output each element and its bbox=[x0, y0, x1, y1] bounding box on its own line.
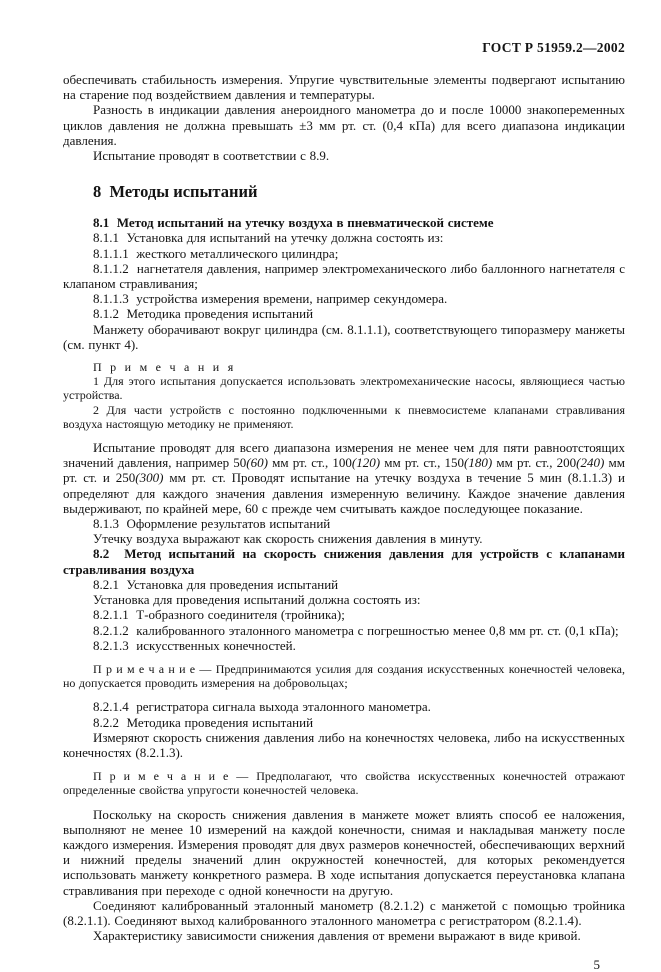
block-p bbox=[63, 730, 625, 760]
text-run: Испытание проводят для всего диапазона измерения не менее чем для пяти равноотстоящих значений давления, например 50 bbox=[63, 440, 625, 471]
block-p bbox=[63, 230, 625, 245]
text-run-italic: (180) bbox=[464, 455, 493, 471]
text-run: мм рт. ст., 150 bbox=[380, 455, 465, 471]
text-run: 8.1.2 Методика проведения испытаний bbox=[93, 306, 314, 322]
text-run: Измеряют скорость снижения давления либо на конечностях человека, либо на искусственных конечностях (8.2.1.3). bbox=[63, 729, 625, 760]
text-run-italic: (60) bbox=[246, 455, 268, 471]
text-run: 8.2.1.1 Т-образного соединителя (тройника); bbox=[93, 607, 345, 623]
text-run-italic: (300) bbox=[135, 470, 164, 486]
block-p bbox=[63, 261, 625, 291]
block-p bbox=[63, 623, 625, 638]
text-run: 8.1.3 Оформление результатов испытаний bbox=[93, 516, 331, 532]
text-run: мм рт. ст. и 250 bbox=[63, 455, 625, 486]
block-note-label bbox=[63, 360, 625, 374]
block-p bbox=[63, 715, 625, 730]
block-h2 bbox=[63, 546, 625, 576]
document-blocks bbox=[63, 72, 625, 943]
block-p bbox=[63, 898, 625, 928]
text-run: 1 Для этого испытания допускается использовать электромеханические насосы, являющиеся частью устройства. bbox=[63, 374, 625, 403]
text-run: 8.2.2 Методика проведения испытаний bbox=[93, 714, 314, 730]
block-p bbox=[63, 928, 625, 943]
block-note bbox=[63, 403, 625, 431]
text-run-italic: (120) bbox=[351, 455, 381, 471]
text-run: мм рт. ст., 100 bbox=[267, 455, 352, 471]
text-run: Утечку воздуха выражают как скорость снижения давления в минуту. bbox=[93, 531, 483, 547]
text-run: Испытание проводят в соответствии с 8.9. bbox=[93, 148, 330, 164]
text-run: Характеристику зависимости снижения давления от времени выражают в виде кривой. bbox=[93, 928, 581, 944]
block-p bbox=[63, 531, 625, 546]
text-run: П р и м е ч а н и я bbox=[93, 360, 236, 375]
text-run: Установка для проведения испытаний должна состоять из: bbox=[93, 592, 421, 608]
text-run: 8.1.1 Установка для испытаний на утечку должна состоять из: bbox=[93, 230, 444, 246]
text-run: обеспечивать стабильность измерения. Упругие чувствительные элементы подвергают испытанию на старение под воздействием давления и температуры. bbox=[63, 72, 625, 103]
text-run: П р и м е ч а н и е — Предпринимаются усилия для создания искусственных конечностей человека, но допускается проводить измерения на добровольцах; bbox=[63, 661, 625, 691]
block-p bbox=[63, 516, 625, 531]
text-run: Соединяют калиброванный эталонный манометр (8.2.1.2) с манжетой с помощью тройника (8.2.1.1). Соединяют выход калиброванного эталонного манометра с регистратором (8.2.1.4). bbox=[63, 897, 625, 928]
document-header-standard-number: ГОСТ Р 51959.2—2002 bbox=[482, 40, 625, 55]
block-note bbox=[63, 374, 625, 402]
text-run: Поскольку на скорость снижения давления в манжете может влиять способ ее наложения, выполняют не менее 10 измерений на каждой конечности, снимая и накладывая манжету после каждого измерения. Измерения проводят для двух размеров конечностей, обеспечивающих верхний и нижний пределы значений длин окружностей конечностей, для которых рекомендуется использовать манжету конкретного размера. В ходе испытания допускается переустановка клапана стравливания при переходе с одной конечности на другую. bbox=[63, 806, 625, 898]
text-run: 8.1 Метод испытаний на утечку воздуха в пневматической системе bbox=[93, 215, 494, 231]
text-run: П р и м е ч а н и е — Предполагают, что свойства искусственных конечностей отражают определенные свойства упругости конечностей человека. bbox=[63, 769, 625, 798]
block-p bbox=[63, 699, 625, 714]
text-run: Разность в индикации давления анероидного манометра до и после 10000 знакопеременных циклов давления не должна превышать ±3 мм рт. ст. (0,4 кПа) для всего диапазона индикации давления. bbox=[63, 102, 625, 148]
text-run: 2 Для части устройств с постоянно подключенными к пневмосистеме клапанами стравливания воздуха настоящую методику не применяют. bbox=[63, 402, 625, 431]
text-run: 8.1.1.1 жесткого металлического цилиндра; bbox=[93, 245, 339, 261]
block-note bbox=[63, 769, 625, 797]
text-run: 8.1.1.3 устройства измерения времени, например секундомера. bbox=[93, 291, 448, 307]
text-run: 8.2.1.3 искусственных конечностей. bbox=[93, 637, 296, 653]
text-run: 8 Методы испытаний bbox=[93, 182, 258, 202]
block-p bbox=[63, 577, 625, 592]
text-run-italic: (240) bbox=[576, 455, 605, 471]
text-run: мм рт. ст. Проводят испытание на утечку воздуха в течение 5 мин (8.1.1.3) и определяют для каждого значения давления измеренную величину. Каждое значение давления выдерживают, по крайней мере, 60 с прежде чем считывать каждое последующее показание. bbox=[63, 470, 625, 516]
block-h2 bbox=[63, 215, 625, 230]
block-p bbox=[63, 306, 625, 321]
block-p bbox=[63, 148, 625, 163]
text-run: 8.2.1.4 регистратора сигнала выхода эталонного манометра. bbox=[93, 699, 431, 715]
block-note bbox=[63, 662, 625, 690]
text-run: мм рт. ст., 200 bbox=[492, 455, 577, 471]
text-run: 8.2 Метод испытаний на скорость снижения давления для устройств с клапанами стравливания воздуха bbox=[63, 546, 625, 577]
block-p bbox=[63, 440, 625, 516]
block-p bbox=[63, 102, 625, 148]
text-run: 8.2.1 Установка для проведения испытаний bbox=[93, 576, 339, 592]
block-p bbox=[63, 72, 625, 102]
block-p bbox=[63, 638, 625, 653]
text-run: 8.2.1.2 калиброванного эталонного манометра с погрешностью менее 0,8 мм рт. ст. (0,1 кПа); bbox=[93, 622, 619, 638]
page-number: 5 bbox=[593, 957, 600, 972]
block-p bbox=[63, 246, 625, 261]
block-h1 bbox=[63, 182, 625, 202]
block-p bbox=[63, 592, 625, 607]
text-run: 8.1.1.2 нагнетателя давления, например электромеханического либо баллонного нагнетателя с клапаном стравливания; bbox=[63, 260, 625, 292]
block-p bbox=[63, 322, 625, 352]
text-run: Манжету оборачивают вокруг цилиндра (см. 8.1.1.1), соответствующего типоразмеру манжеты (см. пункт 4). bbox=[63, 321, 625, 352]
block-p bbox=[63, 807, 625, 898]
block-p bbox=[63, 291, 625, 306]
block-p bbox=[63, 607, 625, 622]
